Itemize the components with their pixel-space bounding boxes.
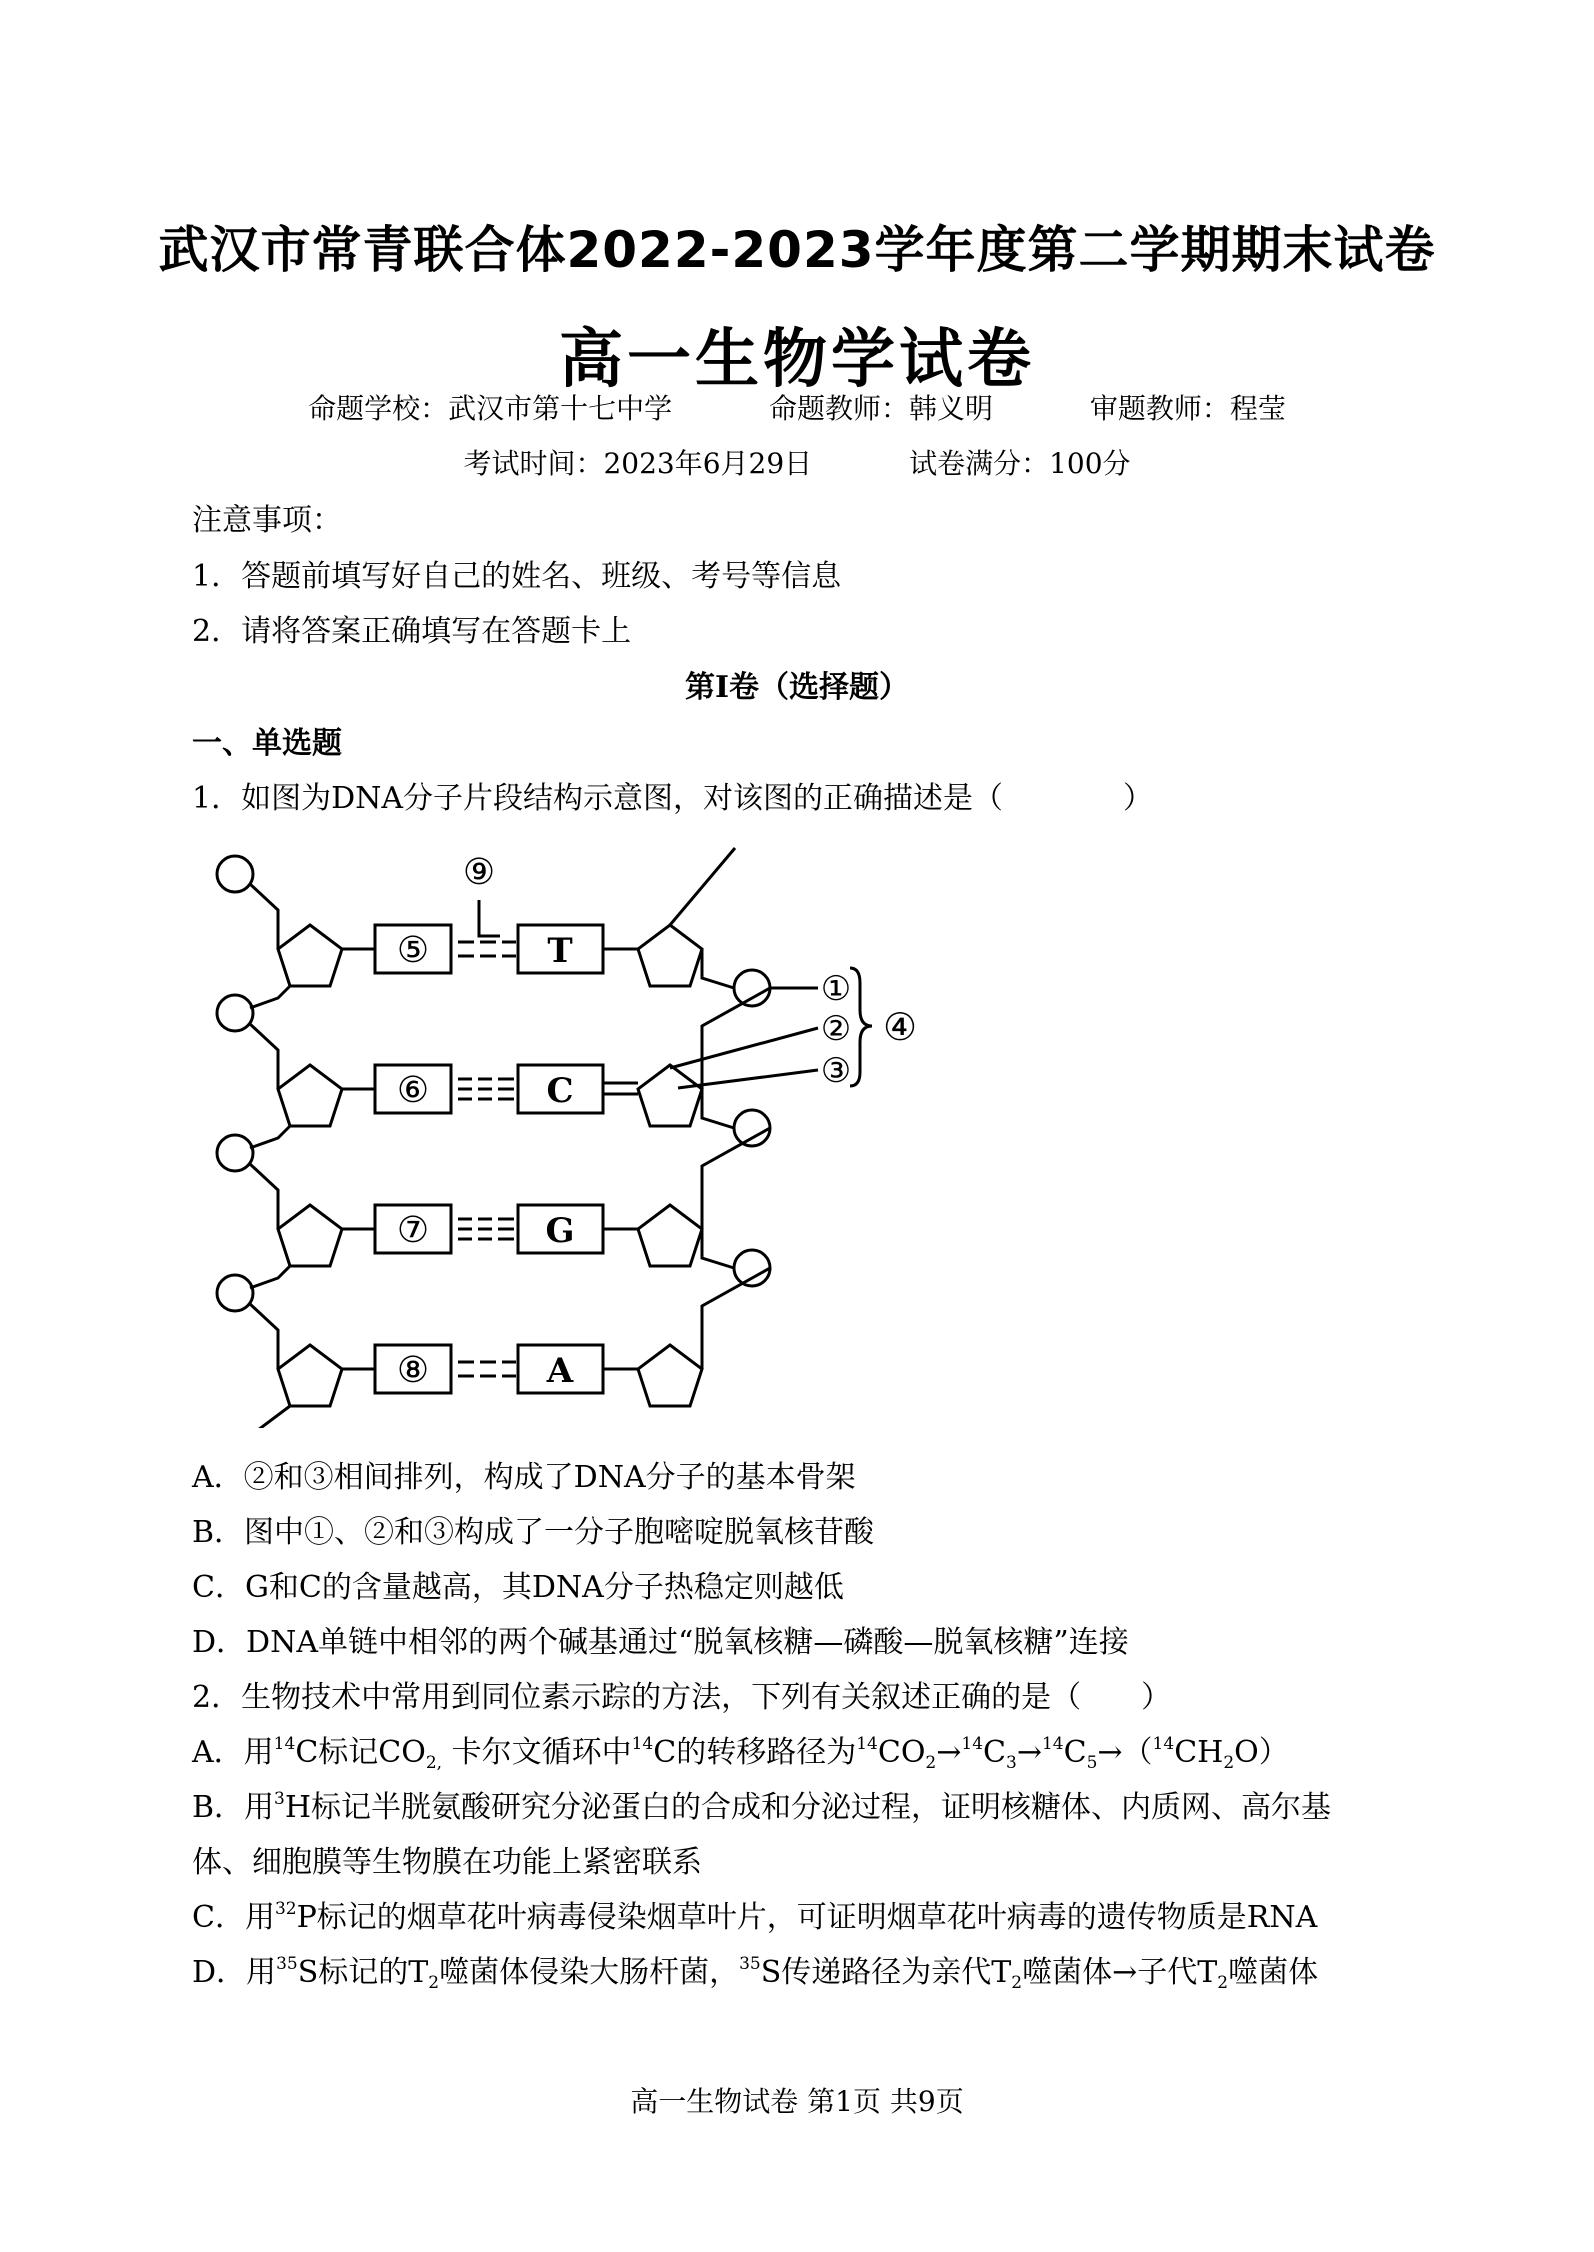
- deoxyribose-pentagon: [638, 1205, 702, 1266]
- phosphate-circle: [217, 856, 253, 892]
- q1-option-c: C．G和C的含量越高，其DNA分子热稳定则越低: [192, 1570, 844, 1605]
- section-title: 一、单选题: [192, 726, 342, 761]
- phosphate-circle: [734, 1110, 770, 1146]
- deoxyribose-pentagon: [278, 1065, 342, 1126]
- base-label: ⑦: [396, 1210, 430, 1251]
- base-label: ⑤: [396, 930, 430, 971]
- label-4: ④: [882, 1005, 918, 1049]
- deoxyribose-pentagon: [278, 1345, 342, 1406]
- exam-info-row: [0, 392, 1594, 425]
- notes-heading: 注意事项：: [192, 503, 342, 538]
- q2-option-d: D．用$^{35}$S标记的$T_2$噬菌体侵染大肠杆菌，$^{35}$S传递路径为亲代$T_2$噬菌体→子代$T_2$噬菌体: [192, 1954, 1319, 1993]
- label-3: ③: [820, 1051, 852, 1091]
- q2-option-c: C．用$^{32}$P标记的烟草花叶病毒侵染烟草叶片，可证明烟草花叶病毒的遗传物质是RNA: [192, 1899, 1318, 1935]
- question-1-stem: 1．如图为DNA分子片段结构示意图，对该图的正确描述是（ ）: [192, 781, 1154, 816]
- label-9: ⑨: [462, 852, 496, 893]
- base-label: ⑥: [396, 1070, 430, 1111]
- deoxyribose-pentagon: [638, 1065, 702, 1126]
- base-letter: C: [546, 1071, 574, 1111]
- phosphate-circle: [217, 995, 253, 1031]
- phosphate-circle: [734, 970, 770, 1006]
- notes-item: 2．请将答案正确填写在答题卡上: [192, 614, 632, 649]
- q1-option-b: B．图中①、②和③构成了一分子胞嘧啶脱氧核苷酸: [192, 1515, 875, 1550]
- base-letter: T: [547, 931, 573, 971]
- q2-option-b-cont: 体、细胞膜等生物膜在功能上紧密联系: [192, 1845, 702, 1880]
- deoxyribose-pentagon: [638, 1345, 702, 1406]
- base-label: ⑧: [396, 1350, 430, 1391]
- full-score: 试卷满分：100分: [909, 447, 1131, 480]
- q2-option-a: A．用$^{14}$C标记$CO_{2,}$ 卡尔文循环中$^{14}$C的转移路径为$^{14}CO_2\to^{14}C_3\to^{14}C_5\to(^{14}CH_2O)$: [192, 1734, 1289, 1773]
- exam-time-row: [0, 447, 1594, 480]
- deoxyribose-pentagon: [278, 1205, 342, 1266]
- q2-option-b: B．用$^3$H标记半胱氨酸研究分泌蛋白的合成和分泌过程，证明核糖体、内质网、高尔基: [192, 1789, 1332, 1825]
- label-1: ①: [820, 969, 852, 1009]
- reviewer-info: 审题教师：程莹: [1089, 392, 1286, 425]
- school-info: 命题学校：武汉市第十七中学: [308, 392, 673, 425]
- page-footer: 高一生物试卷 第1页 共9页: [630, 2085, 964, 2118]
- label-2: ②: [820, 1009, 852, 1049]
- notes-item: 1．答题前填写好自己的姓名、班级、考号等信息: [192, 559, 842, 594]
- part-title: 第Ⅰ卷（选择题）: [684, 670, 910, 705]
- phosphate-circle: [217, 1135, 253, 1171]
- phosphate-circle: [217, 1275, 253, 1311]
- phosphate-circle: [734, 1250, 770, 1286]
- deoxyribose-pentagon: [638, 925, 702, 986]
- exam-title: 武汉市常青联合体2022-2023学年度第二学期期末试卷: [158, 221, 1436, 279]
- base-letter: G: [545, 1211, 575, 1251]
- base-letter: A: [546, 1351, 574, 1391]
- question-2-stem: 2．生物技术中常用到同位素示踪的方法，下列有关叙述正确的是（ ）: [192, 1680, 1172, 1715]
- teacher-info: 命题教师：韩义明: [768, 392, 993, 425]
- q1-option-a: A．②和③相间排列，构成了DNA分子的基本骨架: [192, 1460, 856, 1495]
- deoxyribose-pentagon: [278, 925, 342, 986]
- dna-structure-diagram: [200, 838, 940, 1428]
- q1-option-d: D．DNA单链中相邻的两个碱基通过“脱氧核糖—磷酸—脱氧核糖”连接: [192, 1625, 1129, 1660]
- exam-subtitle: 高一生物学试卷: [559, 323, 1035, 397]
- exam-time: 考试时间：2023年6月29日: [463, 447, 813, 480]
